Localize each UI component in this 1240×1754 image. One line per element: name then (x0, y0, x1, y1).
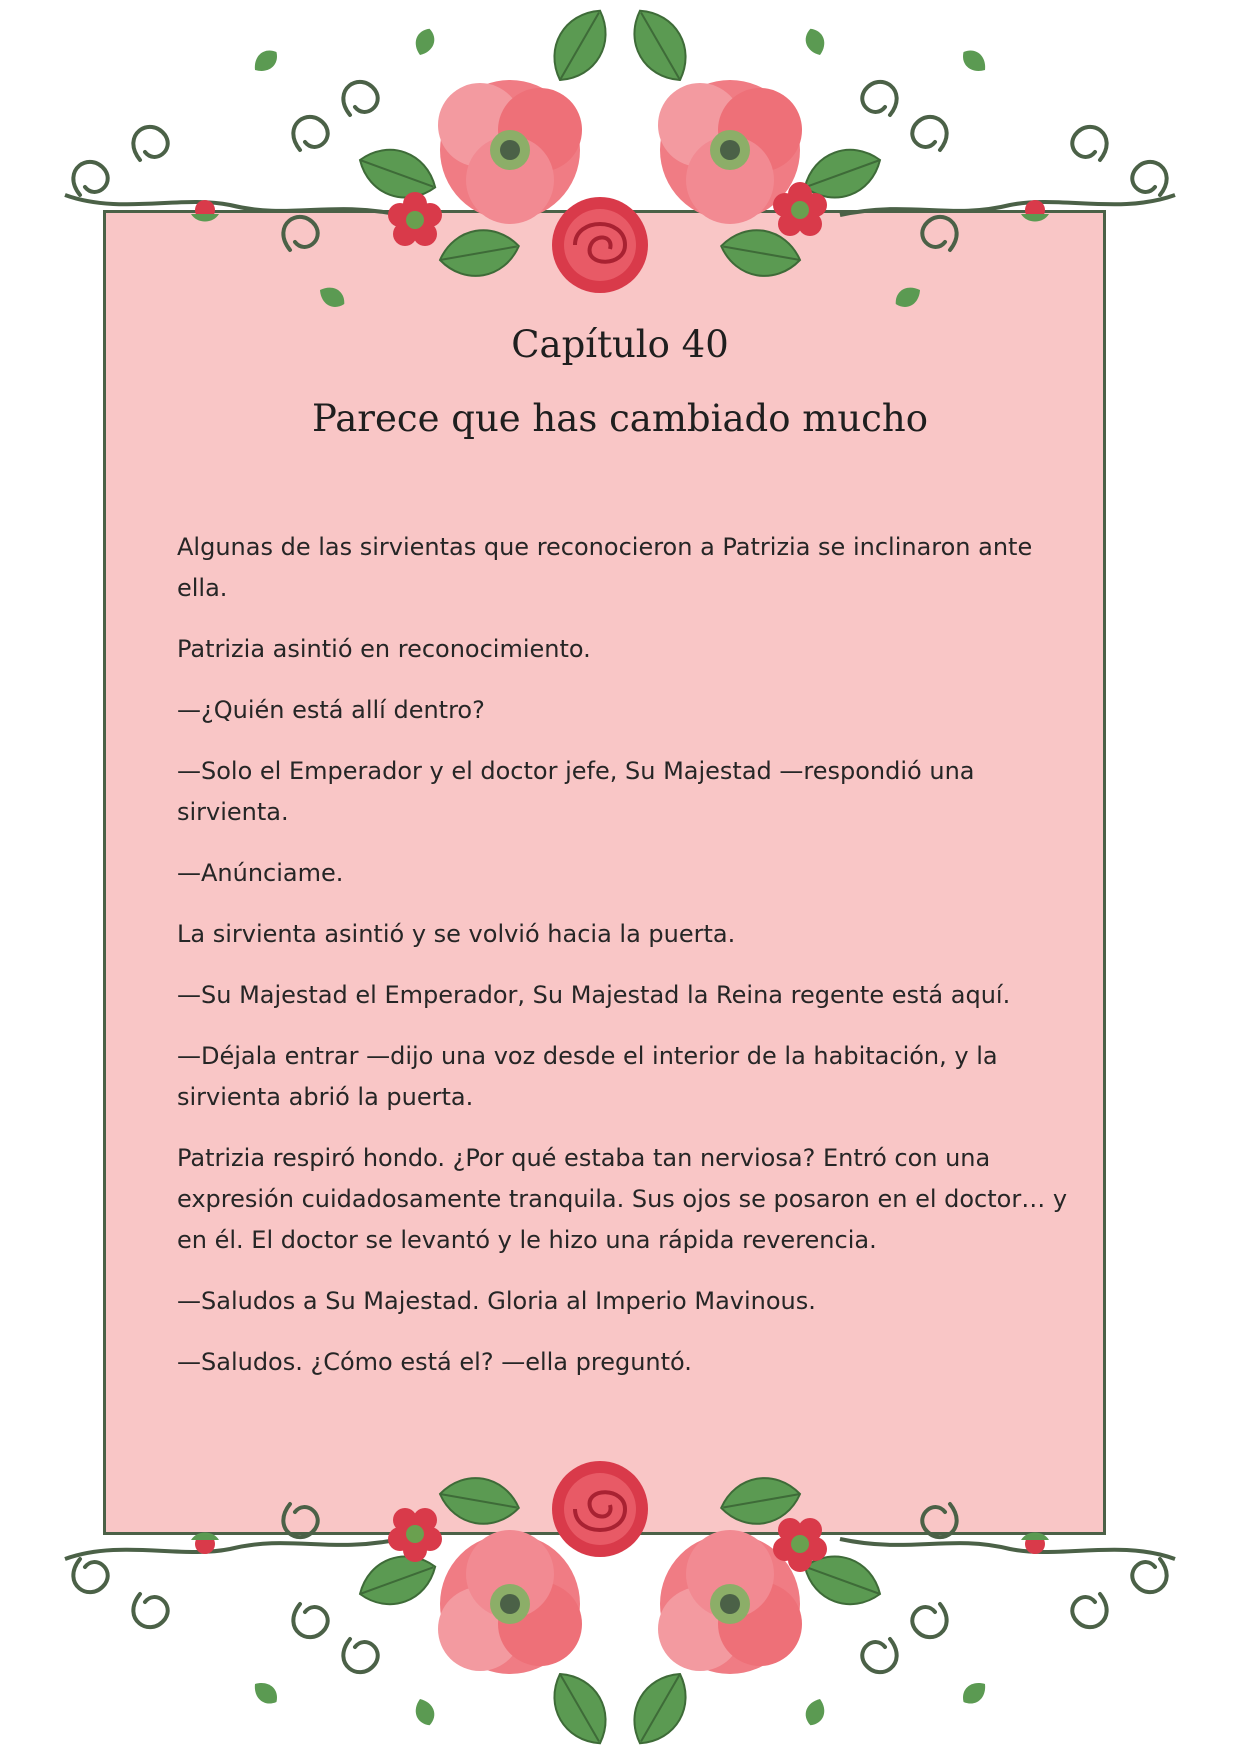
paragraph: —Saludos a Su Majestad. Gloria al Imperio Mavinous. (177, 1287, 816, 1315)
paragraph: —Anúnciame. (177, 859, 344, 887)
chapter-subtitle: Parece que has cambiado mucho (312, 397, 928, 440)
paragraph: —Su Majestad el Emperador, Su Majestad la Reina regente está aquí. (177, 981, 1011, 1009)
paragraph: —Solo el Emperador y el doctor jefe, Su Majestad —respondió una sirvienta. (177, 757, 975, 826)
chapter-heading (120, 315, 1120, 449)
chapter-body (177, 527, 1077, 1403)
paragraph: Patrizia asintió en reconocimiento. (177, 635, 591, 663)
bottom-floral-garland-icon (0, 1414, 1240, 1754)
paragraph: —¿Quién está allí dentro? (177, 696, 485, 724)
paragraph: —Saludos. ¿Cómo está el? —ella preguntó. (177, 1348, 692, 1376)
paragraph: La sirvienta asintió y se volvió hacia la puerta. (177, 920, 736, 948)
paragraph: Patrizia respiró hondo. ¿Por qué estaba tan nerviosa? Entró con una expresión cuidadosamente tranquila. Sus ojos se posaron en el doctor… y en él. El doctor se levantó y le hizo una rápida reverencia. (177, 1144, 1068, 1254)
chapter-number: Capítulo 40 (511, 323, 729, 366)
paragraph: Algunas de las sirvientas que reconocieron a Patrizia se inclinaron ante ella. (177, 533, 1033, 602)
paragraph: —Déjala entrar —dijo una voz desde el interior de la habitación, y la sirvienta abrió la puerta. (177, 1042, 998, 1111)
top-floral-garland-icon (0, 0, 1240, 340)
